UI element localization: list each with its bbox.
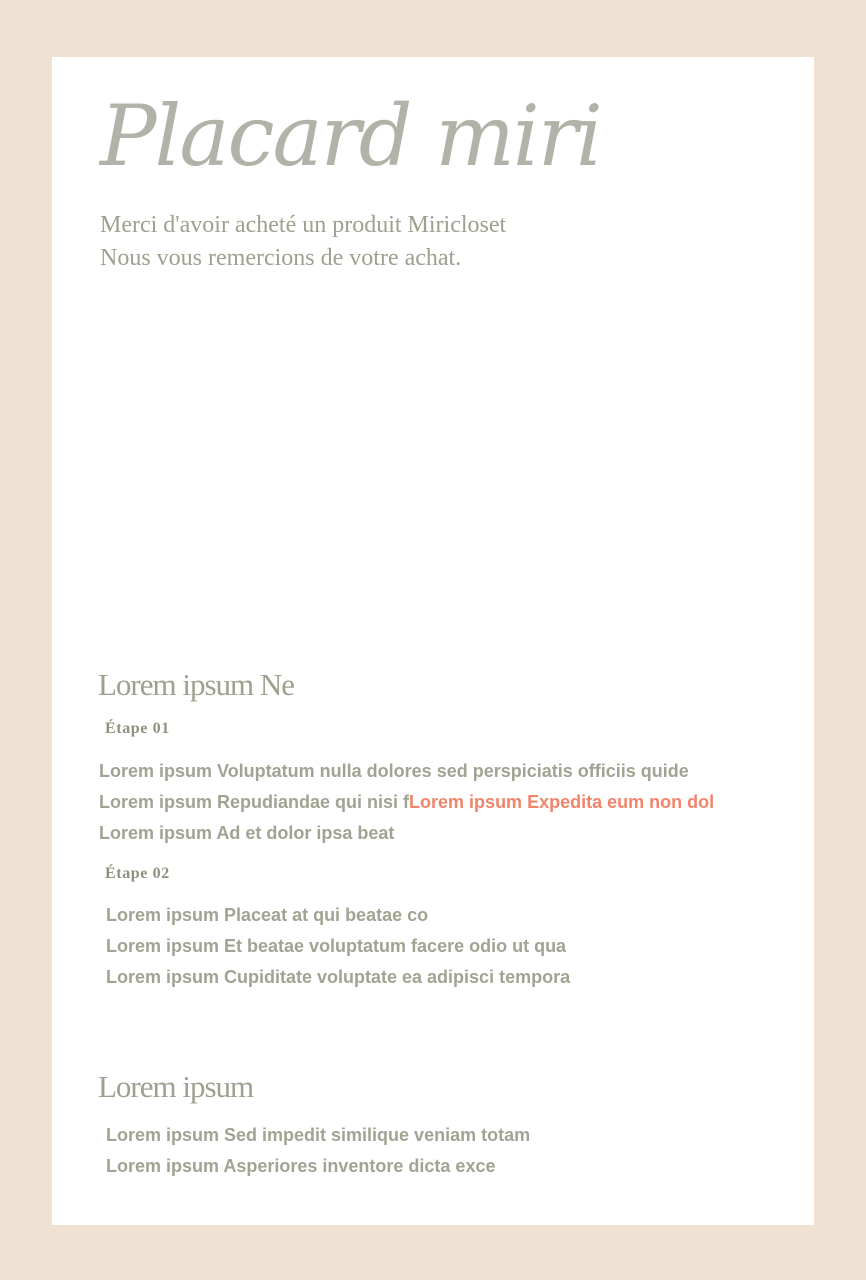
section-1-heading: Lorem ipsum Ne (98, 667, 295, 702)
step-01-line-2 (99, 787, 714, 818)
step-02-label: Étape 02 (105, 865, 170, 882)
step-02-line-3: Lorem ipsum Cupiditate voluptate ea adipisci tempora (106, 967, 571, 987)
step-01-highlight-text: Lorem ipsum Expedita eum non dol (409, 792, 715, 812)
section-2-line-1: Lorem ipsum Sed impedit similique veniam totam (106, 1125, 531, 1145)
thank-you-line-2: Nous vous remercions de votre achat. (100, 245, 462, 271)
section-2-text (106, 1120, 530, 1182)
step-02-text (106, 900, 570, 993)
step-01-text (99, 756, 714, 849)
thank-you-message (100, 209, 506, 275)
document-title: Placard miri (100, 87, 601, 185)
step-02-line-2: Lorem ipsum Et beatae voluptatum facere odio ut qua (106, 936, 567, 956)
step-01-line-3: Lorem ipsum Ad et dolor ipsa beat (99, 823, 395, 843)
thank-you-line-1: Merci d'avoir acheté un produit Miricloset (100, 212, 507, 238)
step-01-line-2-text: Lorem ipsum Repudiandae qui nisi f (99, 792, 410, 812)
step-01-label: Étape 01 (105, 720, 170, 737)
section-2-line-2: Lorem ipsum Asperiores inventore dicta exce (106, 1156, 496, 1176)
document-card (52, 57, 814, 1225)
step-01-line-1: Lorem ipsum Voluptatum nulla dolores sed perspiciatis officiis quide (99, 761, 689, 781)
step-02-line-1: Lorem ipsum Placeat at qui beatae co (106, 905, 429, 925)
section-2-heading: Lorem ipsum (98, 1069, 254, 1104)
